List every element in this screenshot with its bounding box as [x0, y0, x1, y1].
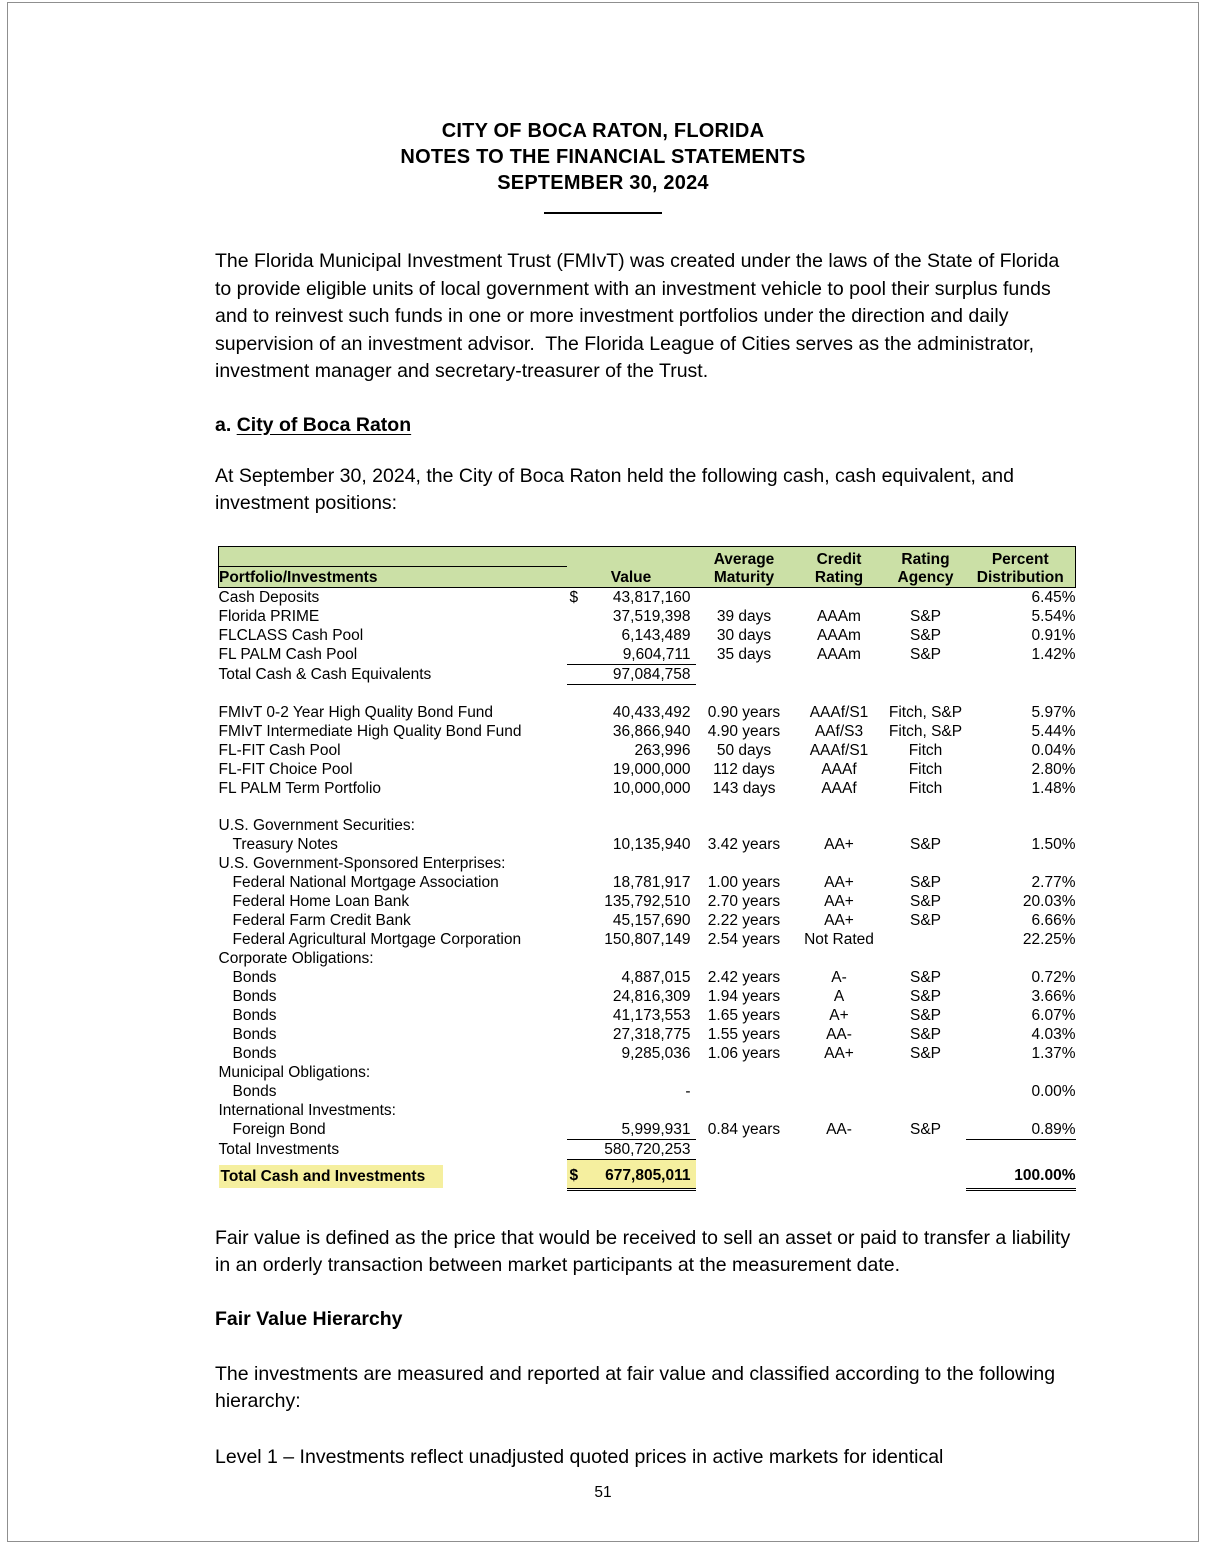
rating-agency-cell: Fitch, S&P	[888, 703, 963, 721]
rating-agency-cell: S&P	[909, 873, 941, 891]
table-row	[219, 703, 1076, 722]
value-amount: 18,781,917	[612, 873, 691, 891]
currency-symbol: $	[569, 1166, 579, 1184]
rating-agency-cell	[886, 664, 966, 684]
rating-agency-cell: S&P	[909, 1025, 941, 1043]
table-row	[219, 892, 1076, 911]
table-header	[219, 546, 1076, 587]
row-label-text: Bonds	[232, 968, 277, 986]
percent-text: 4.03%	[1031, 1025, 1076, 1043]
percent-text: 1.42%	[1031, 646, 1076, 663]
value-amount: 43,817,160	[612, 588, 691, 606]
credit-rating-cell	[793, 1139, 886, 1159]
row-label-text: Bonds	[232, 1025, 277, 1043]
credit-rating-cell: AAAm	[817, 626, 861, 644]
credit-rating-cell: AAAf/S1	[809, 741, 869, 759]
row-label	[219, 760, 567, 779]
column-header-line: Rating	[901, 550, 950, 568]
percent-cell	[966, 722, 1076, 741]
value-cell	[567, 607, 696, 626]
credit-rating-cell: AA+	[824, 911, 854, 929]
spacer-cell	[219, 684, 1076, 703]
table-row	[219, 911, 1076, 930]
rating-agency-cell: S&P	[909, 1006, 941, 1024]
document-header	[0, 0, 1206, 214]
row-label-text: Total Investments	[218, 1141, 340, 1158]
table-row	[219, 1006, 1076, 1025]
percent-text: 0.04%	[1031, 741, 1076, 759]
percent-text: 6.07%	[1031, 1006, 1076, 1024]
table-row	[219, 741, 1076, 760]
maturity-cell: 39 days	[716, 607, 772, 625]
value-cell	[567, 835, 696, 854]
value-amount: 45,157,690	[612, 911, 691, 929]
value-cell	[567, 779, 696, 798]
maturity-cell: 1.55 years	[707, 1025, 781, 1043]
row-label-text: Bonds	[232, 1006, 277, 1024]
column-header-label-text: Portfolio/Investments	[219, 566, 567, 587]
table-row	[219, 607, 1076, 626]
value-amount: 24,816,309	[612, 987, 691, 1005]
value-cell	[567, 626, 696, 645]
row-label	[219, 722, 567, 741]
value-amount: 9,604,711	[622, 645, 691, 663]
value-cell	[567, 703, 696, 722]
column-header-line: Agency	[897, 568, 954, 586]
value-amount: 6,143,489	[621, 626, 691, 644]
table-spacer-row	[219, 684, 1076, 703]
row-label-text: Bonds	[232, 1082, 277, 1100]
row-label-text: Foreign Bond	[232, 1121, 326, 1138]
percent-cell	[966, 703, 1076, 722]
rating-agency-cell: S&P	[909, 911, 941, 929]
credit-rating-cell: AAAf/S1	[809, 703, 869, 721]
section-label: International Investments:	[218, 1101, 396, 1119]
row-label-text: FLCLASS Cash Pool	[218, 626, 364, 644]
section-heading	[215, 414, 1080, 437]
section-title: City of Boca Raton	[236, 413, 412, 436]
table-row	[219, 626, 1076, 645]
rating-agency-cell: Fitch	[908, 779, 943, 797]
positions-intro-paragraph: At September 30, 2024, the City of Boca Raton held the following cash, cash equivalent, and investment positions:	[215, 464, 1020, 514]
credit-rating-cell	[793, 664, 886, 684]
percent-cell	[966, 664, 1076, 684]
table-row	[219, 760, 1076, 779]
row-label	[219, 645, 567, 665]
credit-rating-cell: AA-	[826, 1025, 852, 1043]
table-row	[219, 987, 1076, 1006]
row-label	[219, 1044, 567, 1063]
credit-rating-cell: AA+	[824, 873, 854, 891]
maturity-cell	[696, 587, 793, 607]
row-label-text: FL PALM Cash Pool	[218, 646, 358, 663]
percent-cell	[966, 587, 1076, 607]
credit-rating-cell: AA+	[824, 1044, 854, 1062]
rating-agency-cell: S&P	[909, 892, 941, 910]
column-header-line: Value	[610, 568, 652, 586]
row-label-text: FMIvT 0-2 Year High Quality Bond Fund	[218, 703, 494, 721]
maturity-cell: 2.70 years	[707, 892, 781, 910]
table-row	[219, 722, 1076, 741]
row-label-text: Total Cash & Cash Equivalents	[218, 666, 432, 683]
maturity-cell: 143 days	[712, 779, 776, 797]
credit-rating-cell: AAf/S3	[814, 722, 864, 740]
value-cell	[567, 987, 696, 1006]
percent-cell	[966, 1082, 1076, 1101]
value-cell	[567, 1044, 696, 1063]
row-label	[219, 1025, 567, 1044]
table-row	[219, 1044, 1076, 1063]
percent-cell	[966, 892, 1076, 911]
percent-text: 0.72%	[1031, 968, 1076, 986]
credit-rating-cell: A-	[831, 968, 847, 986]
hierarchy-intro-paragraph: The investments are measured and reported at fair value and classified according to the following hierarchy:	[215, 1362, 1061, 1412]
value-cell	[567, 930, 696, 949]
rating-agency-cell: S&P	[909, 987, 941, 1005]
percent-cell	[966, 645, 1076, 665]
percent-cell	[966, 1159, 1076, 1189]
maturity-cell: 1.65 years	[707, 1006, 781, 1024]
maturity-cell: 1.94 years	[707, 987, 781, 1005]
value-amount: 10,000,000	[612, 779, 691, 797]
percent-cell	[966, 607, 1076, 626]
percent-text: 2.80%	[1031, 760, 1076, 778]
percent-cell	[966, 835, 1076, 854]
value-amount: 10,135,940	[612, 835, 691, 853]
maturity-cell: 1.00 years	[707, 873, 781, 891]
column-header-maturity	[696, 546, 793, 587]
percent-cell	[966, 987, 1076, 1006]
table-section-row	[219, 816, 1076, 835]
section-letter: a.	[215, 413, 232, 436]
row-label	[219, 1159, 567, 1189]
column-header-percent	[966, 546, 1076, 587]
credit-rating-cell: AA+	[824, 835, 854, 853]
table-row	[219, 664, 1076, 684]
row-label	[219, 1120, 567, 1140]
column-header-line: Distribution	[976, 568, 1064, 586]
maturity-cell	[696, 664, 793, 684]
value-cell	[567, 1139, 696, 1159]
row-label-text: Florida PRIME	[218, 607, 320, 625]
row-label	[219, 1006, 567, 1025]
table-spacer-row	[219, 798, 1076, 816]
percent-text: 100.00%	[1014, 1166, 1076, 1184]
value-cell	[567, 1159, 696, 1189]
value-cell	[567, 1025, 696, 1044]
percent-text: 0.00%	[1031, 1082, 1076, 1100]
section-label: U.S. Government-Sponsored Enterprises:	[218, 854, 506, 872]
rating-agency-cell	[886, 1082, 966, 1101]
row-label	[219, 911, 567, 930]
row-label	[219, 703, 567, 722]
row-label	[219, 607, 567, 626]
row-label-text: FL-FIT Choice Pool	[218, 760, 353, 778]
percent-cell	[966, 1025, 1076, 1044]
rating-agency-cell: S&P	[909, 835, 941, 853]
value-amount: 36,866,940	[612, 722, 691, 740]
row-label-text: Cash Deposits	[218, 588, 320, 606]
row-label-text: Federal Home Loan Bank	[232, 892, 410, 910]
row-label	[219, 1082, 567, 1101]
value-amount: 4,887,015	[621, 968, 691, 986]
percent-text: 1.50%	[1031, 835, 1076, 853]
rating-agency-cell: S&P	[909, 646, 941, 663]
maturity-cell	[696, 1139, 793, 1159]
percent-text: 5.54%	[1031, 607, 1076, 625]
table-row	[219, 1139, 1076, 1159]
value-amount: 9,285,036	[621, 1044, 691, 1062]
maturity-cell: 1.06 years	[707, 1044, 781, 1062]
maturity-cell: 0.84 years	[707, 1121, 781, 1138]
table-section-row	[219, 949, 1076, 968]
value-cell	[567, 760, 696, 779]
rating-agency-cell	[886, 930, 966, 949]
value-cell	[567, 645, 696, 665]
rating-agency-cell: S&P	[909, 607, 941, 625]
percent-cell	[966, 1006, 1076, 1025]
rating-agency-cell: Fitch, S&P	[888, 722, 963, 740]
row-label-text: FL-FIT Cash Pool	[218, 741, 341, 759]
percent-text: 0.89%	[1031, 1120, 1076, 1138]
percent-text: 3.66%	[1031, 987, 1076, 1005]
row-label-text: Bonds	[232, 987, 277, 1005]
percent-cell	[966, 1120, 1076, 1140]
table-body	[219, 587, 1076, 1189]
row-label	[219, 664, 567, 684]
row-label-text: Federal Farm Credit Bank	[232, 911, 411, 929]
table-header-row	[219, 546, 1076, 587]
table-row	[219, 930, 1076, 949]
currency-symbol: $	[569, 588, 579, 606]
document-title-line-3: SEPTEMBER 30, 2024	[497, 172, 709, 194]
section-label: U.S. Government Securities:	[218, 816, 415, 834]
value-cell	[567, 741, 696, 760]
table-section-row	[219, 1101, 1076, 1120]
row-label-text: Federal Agricultural Mortgage Corporation	[232, 930, 522, 948]
value-cell	[567, 722, 696, 741]
maturity-cell	[696, 1159, 793, 1189]
credit-rating-cell: AAAf	[821, 779, 857, 797]
value-amount: 135,792,510	[604, 892, 691, 910]
value-amount: 37,519,398	[612, 607, 691, 625]
column-header-value	[567, 546, 696, 587]
table-section-row	[219, 1063, 1076, 1082]
rating-agency-cell: Fitch	[908, 741, 943, 759]
rating-agency-cell: S&P	[909, 1044, 941, 1062]
credit-rating-cell: AAAf	[821, 760, 857, 778]
value-cell	[567, 664, 696, 684]
percent-cell	[966, 911, 1076, 930]
value-amount: 580,720,253	[604, 1140, 691, 1158]
header-divider	[544, 212, 662, 214]
percent-text: 5.97%	[1031, 703, 1076, 721]
rating-agency-cell	[886, 1139, 966, 1159]
percent-cell	[966, 873, 1076, 892]
maturity-cell: 3.42 years	[707, 835, 781, 853]
percent-text: 6.66%	[1031, 911, 1076, 929]
maturity-cell: 30 days	[716, 626, 772, 644]
maturity-cell: 2.22 years	[707, 911, 781, 929]
credit-rating-cell: Not Rated	[804, 930, 874, 948]
rating-agency-cell: Fitch	[908, 760, 943, 778]
column-header-line: Percent	[991, 550, 1049, 568]
row-label	[219, 892, 567, 911]
row-label	[219, 835, 567, 854]
column-header-label	[219, 546, 567, 587]
row-label	[219, 873, 567, 892]
value-cell	[567, 1006, 696, 1025]
percent-cell	[966, 760, 1076, 779]
credit-rating-cell: AA+	[824, 892, 854, 910]
table-row	[219, 873, 1076, 892]
percent-text: 1.37%	[1031, 1044, 1076, 1062]
value-amount: 97,084,758	[612, 665, 691, 683]
maturity-cell: 2.42 years	[707, 968, 781, 986]
column-header-line: Rating	[814, 568, 864, 586]
percent-text: 0.91%	[1031, 626, 1076, 644]
percent-text: 22.25%	[1022, 930, 1076, 948]
percent-text: 1.48%	[1031, 779, 1076, 797]
document-body	[215, 248, 1080, 1471]
maturity-cell: 0.90 years	[707, 703, 781, 721]
credit-rating-cell: AAAm	[817, 607, 861, 625]
percent-text: 20.03%	[1022, 892, 1076, 910]
column-header-line: Maturity	[713, 568, 775, 586]
row-label-text: Federal National Mortgage Association	[232, 873, 499, 891]
value-amount: 27,318,775	[612, 1025, 691, 1043]
percent-cell	[966, 930, 1076, 949]
rating-agency-cell	[886, 587, 966, 607]
value-cell	[567, 1082, 696, 1101]
maturity-cell: 50 days	[716, 741, 772, 759]
credit-rating-cell	[793, 1082, 886, 1101]
table-row	[219, 1082, 1076, 1101]
table-grand-total-row	[219, 1159, 1076, 1189]
maturity-cell: 4.90 years	[707, 722, 781, 740]
table-section-row	[219, 854, 1076, 873]
section-label: Corporate Obligations:	[218, 949, 374, 967]
section-label: Municipal Obligations:	[218, 1063, 371, 1081]
row-label	[219, 779, 567, 798]
credit-rating-cell: A	[833, 987, 845, 1005]
percent-cell	[966, 741, 1076, 760]
intro-paragraph: The Florida Municipal Investment Trust (FMIvT) was created under the laws of the State of Florida to provide eligible units of local government with an investment vehicle to pool their surplus funds and to reinvest such funds in one or more investment portfolios under the direction and daily supervision of an investment advisor. The Florida League of Cities serves as the administrator, investment manager and secretary-treasurer of the Trust.	[215, 250, 1065, 382]
percent-cell	[966, 626, 1076, 645]
column-header-line: Credit	[816, 550, 862, 568]
table-row	[219, 835, 1076, 854]
table-row	[219, 1120, 1076, 1140]
credit-rating-cell: AAAm	[817, 646, 861, 663]
maturity-cell: 2.54 years	[707, 930, 781, 948]
value-cell	[567, 1120, 696, 1140]
credit-rating-cell: AA-	[826, 1121, 852, 1138]
table-row	[219, 968, 1076, 987]
maturity-cell: 35 days	[716, 646, 772, 663]
row-label	[219, 626, 567, 645]
level1-paragraph: Level 1 – Investments reflect unadjusted quoted prices in active markets for identical	[215, 1445, 944, 1468]
positions-table	[218, 546, 1076, 1191]
row-label-text: FMIvT Intermediate High Quality Bond Fund	[218, 722, 522, 740]
row-label-text: FL PALM Term Portfolio	[218, 779, 382, 797]
column-header-credit	[793, 546, 886, 587]
row-label	[219, 930, 567, 949]
value-cell	[567, 968, 696, 987]
maturity-cell	[696, 1082, 793, 1101]
maturity-cell: 112 days	[713, 760, 775, 778]
percent-cell	[966, 968, 1076, 987]
row-label	[219, 587, 567, 607]
value-amount: 40,433,492	[612, 703, 691, 721]
row-label-text: Treasury Notes	[232, 835, 338, 853]
percent-cell	[966, 1044, 1076, 1063]
value-amount: 150,807,149	[604, 930, 691, 948]
rating-agency-cell	[886, 1159, 966, 1189]
credit-rating-cell	[793, 1159, 886, 1189]
value-amount: 263,996	[634, 741, 691, 759]
table-row	[219, 645, 1076, 665]
value-cell	[567, 892, 696, 911]
page-number: 51	[594, 1484, 612, 1501]
table-row	[219, 587, 1076, 607]
row-label	[219, 1139, 567, 1159]
fair-value-hierarchy-heading: Fair Value Hierarchy	[215, 1307, 403, 1330]
row-label-text: Bonds	[232, 1044, 277, 1062]
row-label	[219, 987, 567, 1006]
value-amount: 41,173,553	[612, 1006, 691, 1024]
percent-cell	[966, 1139, 1076, 1159]
column-header-agency	[886, 546, 966, 587]
credit-rating-cell	[793, 587, 886, 607]
row-label	[219, 741, 567, 760]
value-cell	[567, 873, 696, 892]
percent-text: 2.77%	[1031, 873, 1076, 891]
rating-agency-cell: S&P	[909, 626, 941, 644]
column-header-line: Average	[713, 550, 775, 568]
row-label	[219, 968, 567, 987]
spacer-cell	[219, 798, 1076, 816]
table-row	[219, 1025, 1076, 1044]
row-label-text: Total Cash and Investments	[219, 1165, 444, 1188]
credit-rating-cell: A+	[829, 1006, 849, 1024]
value-amount: 677,805,011	[605, 1166, 691, 1184]
percent-text: 6.45%	[1031, 588, 1076, 606]
rating-agency-cell: S&P	[909, 1121, 941, 1138]
value-amount: -	[685, 1082, 691, 1100]
value-cell	[567, 587, 696, 607]
rating-agency-cell: S&P	[909, 968, 941, 986]
document-title-line-2: NOTES TO THE FINANCIAL STATEMENTS	[400, 146, 806, 168]
document-title-line-1: CITY OF BOCA RATON, FLORIDA	[441, 120, 765, 142]
value-cell	[567, 911, 696, 930]
fair-value-definition-paragraph: Fair value is defined as the price that would be received to sell an asset or paid to transfer a liability in an orderly transaction between market participants at the measurement date.	[215, 1226, 1076, 1276]
table-row	[219, 779, 1076, 798]
value-amount: 5,999,931	[621, 1120, 691, 1138]
percent-cell	[966, 779, 1076, 798]
value-amount: 19,000,000	[612, 760, 691, 778]
percent-text: 5.44%	[1031, 722, 1076, 740]
